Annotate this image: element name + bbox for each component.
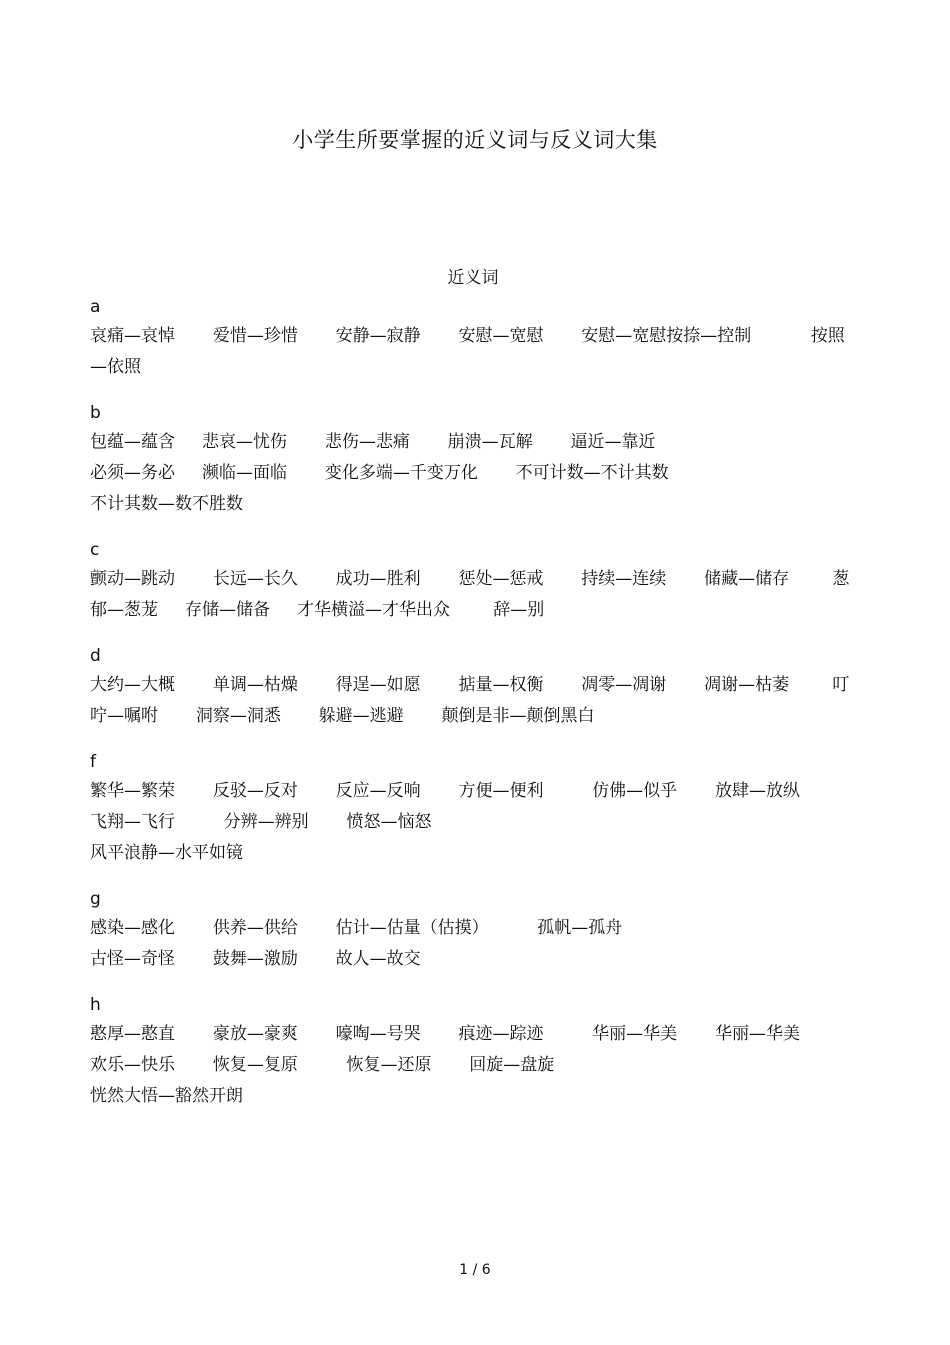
word-pair-line: 咛—嘱咐 洞察—洞悉 躲避—逃避 颠倒是非—颠倒黑白 [90, 706, 595, 726]
letter-section-g [90, 886, 865, 975]
section-letter: d [90, 646, 101, 666]
section-title: 近义词 [447, 268, 499, 288]
synonym-list [90, 294, 865, 1129]
word-pair-line: 大约—大概 单调—枯燥 得逞—如愿 掂量—权衡 凋零—凋谢 凋谢—枯萎 叮 [90, 675, 850, 695]
section-letter: h [90, 995, 101, 1015]
word-pair-line: 哀痛—哀悼 爱惜—珍惜 安静—寂静 安慰—宽慰 安慰—宽慰按捺—控制 按照 [90, 326, 845, 346]
section-letter: f [90, 752, 96, 772]
word-pair-line: 颤动—跳动 长远—长久 成功—胜利 惩处—惩戒 持续—连续 储藏—储存 葱 [90, 569, 850, 589]
word-pair-line: 风平浪静—水平如镜 [90, 843, 243, 863]
word-pair-line: 憨厚—憨直 豪放—豪爽 嚎啕—号哭 痕迹—踪迹 华丽—华美 华丽—华美 [90, 1024, 800, 1044]
word-pair-line: 古怪—奇怪 鼓舞—激励 故人—故交 [90, 949, 421, 969]
letter-section-d [90, 643, 865, 732]
letter-section-b [90, 400, 865, 520]
section-letter: a [90, 297, 101, 317]
section-letter: b [90, 403, 101, 423]
section-letter: c [90, 540, 100, 560]
word-pair-line: 飞翔—飞行 分辨—辨别 愤怒—恼怒 [90, 812, 432, 832]
word-pair-line: 郁—葱茏 存储—储备 才华横溢—才华出众 辞—别 [90, 600, 545, 620]
word-pair-line: 感染—感化 供养—供给 估计—估量（估摸） 孤帆—孤舟 [90, 918, 623, 938]
letter-section-c [90, 537, 865, 626]
word-pair-line: 不计其数—数不胜数 [90, 494, 243, 514]
letter-section-a [90, 294, 865, 383]
document-title: 小学生所要掌握的近义词与反义词大集 [292, 128, 658, 152]
word-pair-line: 必须—务必 濒临—面临 变化多端—千变万化 不可计数—不计其数 [90, 463, 669, 483]
letter-section-h [90, 992, 865, 1112]
word-pair-line: 繁华—繁荣 反驳—反对 反应—反响 方便—便利 仿佛—似乎 放肆—放纵 [90, 781, 800, 801]
page-number: 1 / 6 [459, 1262, 491, 1278]
word-pair-line: —依照 [90, 357, 141, 377]
letter-section-f [90, 749, 865, 869]
word-pair-line: 欢乐—快乐 恢复—复原 恢复—还原 回旋—盘旋 [90, 1055, 555, 1075]
section-letter: g [90, 889, 101, 909]
word-pair-line: 恍然大悟—豁然开朗 [90, 1086, 243, 1106]
word-pair-line: 包蕴—蕴含 悲哀—忧伤 悲伤—悲痛 崩溃—瓦解 逼近—靠近 [90, 432, 656, 452]
